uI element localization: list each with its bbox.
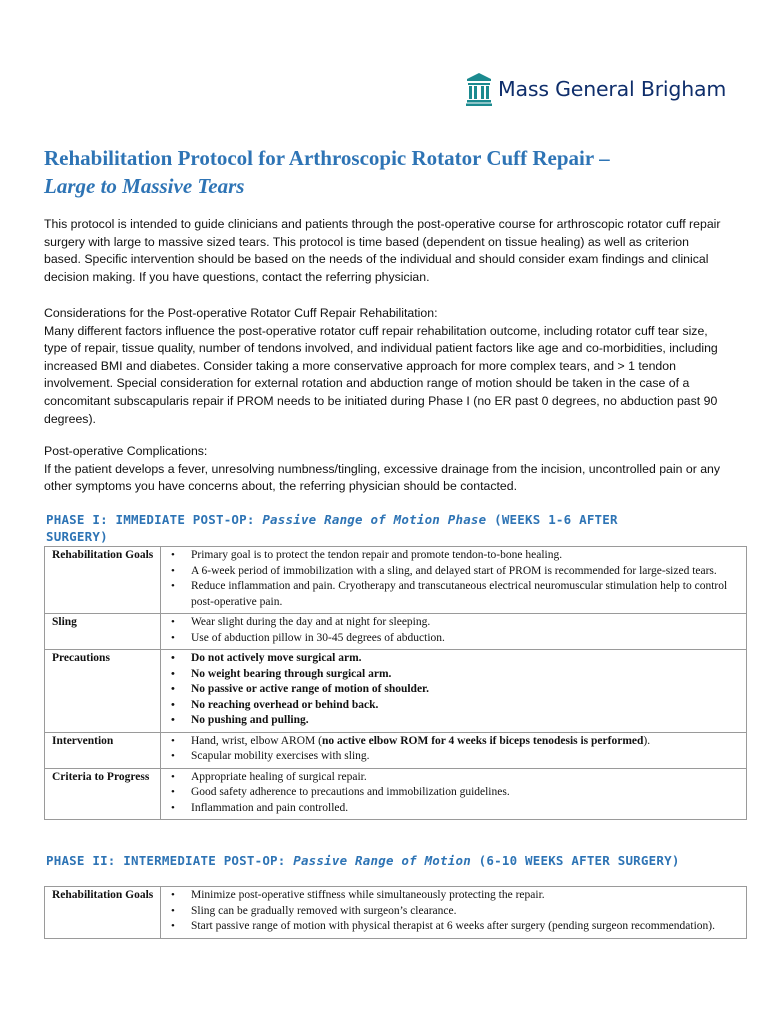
phase2-title-a: PHASE II: INTERMEDIATE POST-OP: — [46, 853, 286, 868]
considerations-text: Many different factors influence the post-operative rotator cuff repair rehabilitation outcome, including rotator cuff tear size, type of repair, tissue quality, number of tendons involved, and individual patient factors like age and co-morbidities, including increased BMI and diabetes. Consider taking a more conservative approach for more complex tears, and > 1 tendon involvement. Special consideration for external rotation and abduction range of motion should be taken in the case of a concomitant subscapularis repair if PROM needs to be initiated during Phase I (no ER past 0 degrees, no abduction past 90 degrees). — [44, 323, 718, 426]
item-text: Hand, wrist, elbow AROM ( — [191, 734, 322, 747]
row-label: Sling — [45, 614, 161, 650]
bullet-list — [167, 548, 742, 610]
list-item: • Sling can be gradually removed with surgeon’s clearance. — [167, 904, 742, 920]
page-title — [44, 144, 734, 200]
table-row — [45, 614, 747, 650]
logo — [466, 72, 726, 106]
row-items — [161, 650, 747, 733]
row-items — [161, 732, 747, 768]
complications-section — [44, 443, 724, 496]
list-item: • No weight bearing through surgical arm. — [167, 667, 742, 683]
bullet-list — [167, 770, 742, 817]
complications-text: If the patient develops a fever, unresolving numbness/tingling, excessive drainage from the incision, uncontrolled pain or any other symptoms you have concerns about, the referring physician should be contacted. — [44, 461, 721, 494]
phase1-title — [46, 511, 686, 545]
list-item: • Scapular mobility exercises with sling. — [167, 749, 742, 765]
row-items — [161, 547, 747, 614]
phase1-table — [44, 546, 747, 820]
item-text: ). — [643, 734, 651, 747]
row-items — [161, 614, 747, 650]
row-items — [161, 887, 747, 939]
list-item: • Appropriate healing of surgical repair. — [167, 770, 742, 786]
bullet-list — [167, 734, 742, 765]
list-item: • Do not actively move surgical arm. — [167, 651, 742, 667]
list-item: • Start passive range of motion with physical therapist at 6 weeks after surgery (pending surgeon recommendation). — [167, 919, 742, 935]
list-item — [167, 734, 742, 750]
row-label: Precautions — [45, 650, 161, 733]
building-icon — [466, 72, 492, 106]
table-row — [45, 768, 747, 820]
bullet-list — [167, 888, 742, 935]
title-line-2: Large to Massive Tears — [44, 174, 245, 198]
phase2-table — [44, 886, 747, 939]
phase1-title-b: Passive Range of Motion Phase — [262, 512, 487, 527]
phase2-title — [46, 852, 686, 869]
row-label: Intervention — [45, 732, 161, 768]
list-item: • Primary goal is to protect the tendon repair and promote tendon-to-bone healing. — [167, 548, 742, 564]
phase2-title-c: (6-10 WEEKS AFTER SURGERY) — [478, 853, 680, 868]
intro-paragraph: This protocol is intended to guide clinicians and patients through the post-operative course for arthroscopic rotator cuff repair surgery with large to massive sized tears. This protocol is time based (dependent on tissue healing) as well as criterion based. Specific intervention should be based on the needs of the individual and should consider exam findings and clinical decision making. If you have questions, contact the referring physician. — [44, 217, 721, 284]
table-row — [45, 650, 747, 733]
list-item: • Good safety adherence to precautions and immobilization guidelines. — [167, 785, 742, 801]
table-row — [45, 547, 747, 614]
phase2-title-b: Passive Range of Motion — [293, 853, 471, 868]
table-row — [45, 887, 747, 939]
list-item: • Use of abduction pillow in 30-45 degrees of abduction. — [167, 631, 742, 647]
list-item: • No pushing and pulling. — [167, 713, 742, 729]
row-items — [161, 768, 747, 820]
item-bold-text: no active elbow ROM for 4 weeks if biceps tenodesis is performed — [321, 734, 644, 747]
considerations-heading: Considerations for the Post-operative Rotator Cuff Repair Rehabilitation: — [44, 306, 438, 320]
complications-heading: Post-operative Complications: — [44, 444, 208, 458]
table-row — [45, 732, 747, 768]
row-label: Rehabilitation Goals — [45, 547, 161, 614]
logo-text: Mass General Brigham — [498, 77, 727, 101]
title-line-1: Rehabilitation Protocol for Arthroscopic Rotator Cuff Repair – — [44, 146, 610, 170]
list-item: • Minimize post-operative stiffness while simultaneously protecting the repair. — [167, 888, 742, 904]
list-item: • Reduce inflammation and pain. Cryotherapy and transcutaneous electrical neuromuscular stimulation help to control post-operative pain. — [167, 579, 742, 610]
list-item: • No passive or active range of motion of shoulder. — [167, 682, 742, 698]
row-label: Rehabilitation Goals — [45, 887, 161, 939]
row-label: Criteria to Progress — [45, 768, 161, 820]
phase1-title-c: (WEEKS 1-6 AFTER SURGERY) — [46, 512, 618, 544]
list-item: • Wear slight during the day and at night for sleeping. — [167, 615, 742, 631]
considerations-section — [44, 305, 724, 428]
list-item: • Inflammation and pain controlled. — [167, 801, 742, 817]
list-item: • No reaching overhead or behind back. — [167, 698, 742, 714]
list-item: • A 6-week period of immobilization with a sling, and delayed start of PROM is recommended for large-sized tears. — [167, 564, 742, 580]
bullet-list — [167, 651, 742, 729]
bullet-list — [167, 615, 742, 646]
phase1-title-a: PHASE I: IMMEDIATE POST-OP: — [46, 512, 255, 527]
